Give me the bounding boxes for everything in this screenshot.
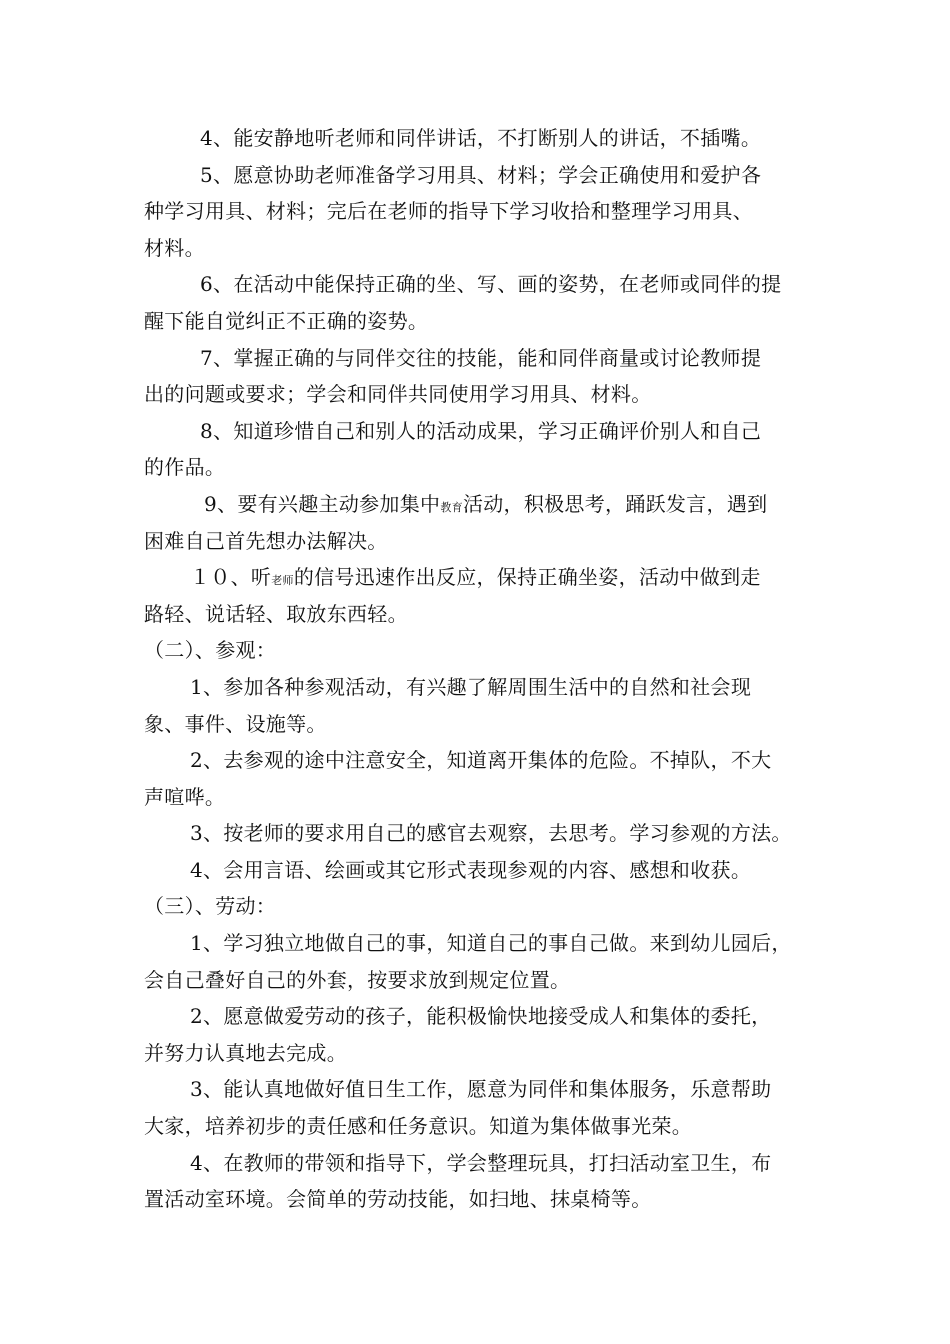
line-text: 的信号迅速作出反应，保持正确坐姿，活动中做到走 (293, 565, 761, 590)
line-text: １０、听 (190, 565, 272, 590)
paragraph-line: 种学习用具、材料；完后在老师的指导下学习收拾和整理学习用具、 (144, 199, 753, 224)
paragraph-line: 声喧哗。 (144, 784, 226, 809)
paragraph-line: 3、按老师的要求用自己的感官去观察，去思考。学习参观的方法。 (190, 821, 792, 846)
inline-small-text: 老师 (271, 574, 294, 588)
paragraph-line: 的作品。 (144, 455, 226, 480)
paragraph-line: 困难自己首先想办法解决。 (144, 528, 388, 553)
paragraph-line (144, 486, 824, 523)
paragraph-line: 3、能认真地做好值日生工作，愿意为同伴和集体服务，乐意帮助 (190, 1077, 772, 1102)
paragraph-line: 1、学习独立地做自己的事，知道自己的事自己做。来到幼儿园后， (190, 931, 792, 956)
paragraph-line: 路轻、说话轻、取放东西轻。 (144, 601, 408, 626)
paragraph-line: 置活动室环境。会简单的劳动技能，如扫地、抹桌椅等。 (144, 1187, 652, 1212)
paragraph-line: 并努力认真地去完成。 (144, 1040, 347, 1065)
paragraph-line: 8、知道珍惜自己和别人的活动成果，学习正确评价别人和自己 (200, 418, 762, 443)
paragraph-line: 4、会用言语、绘画或其它形式表现参观的内容、感想和收获。 (190, 857, 752, 882)
paragraph-line: 1、参加各种参观活动，有兴趣了解周围生活中的自然和社会现 (190, 674, 752, 699)
paragraph-line: 2、去参观的途中注意安全，知道离开集体的危险。不掉队，不大 (190, 748, 772, 773)
paragraph-line: 7、掌握正确的与同伴交往的技能，能和同伴商量或讨论教师提 (200, 345, 762, 370)
paragraph-line: 4、在教师的带领和指导下，学会整理玩具，打扫活动室卫生，布 (190, 1150, 772, 1175)
inline-small-text: 教育 (440, 500, 463, 514)
paragraph-line: 会自己叠好自己的外套，按要求放到规定位置。 (144, 967, 571, 992)
paragraph-line: 出的问题或要求；学会和同伴共同使用学习用具、材料。 (144, 382, 652, 407)
line-text: 9、要有兴趣主动参加集中 (204, 491, 441, 516)
paragraph-line: 5、愿意协助老师准备学习用具、材料；学会正确使用和爱护各 (200, 162, 762, 187)
paragraph-line: 材料。 (144, 235, 205, 260)
paragraph-line: 醒下能自觉纠正不正确的姿势。 (144, 308, 429, 333)
document-body (144, 120, 824, 1218)
paragraph-line: 象、事件、设施等。 (144, 711, 327, 736)
paragraph-line (144, 559, 824, 596)
section-heading: （三）、劳动： (144, 894, 277, 919)
paragraph-line: 大家，培养初步的责任感和任务意识。知道为集体做事光荣。 (144, 1114, 693, 1139)
section-heading: （二）、参观： (144, 638, 277, 663)
paragraph-line: 2、愿意做爱劳动的孩子，能积极愉快地接受成人和集体的委托， (190, 1004, 772, 1029)
paragraph-line: 6、在活动中能保持正确的坐、写、画的姿势，在老师或同伴的提 (200, 272, 782, 297)
line-text: 活动，积极思考，踊跃发言，遇到 (462, 491, 768, 516)
paragraph-line: 4、能安静地听老师和同伴讲话，不打断别人的讲话，不插嘴。 (200, 126, 762, 150)
